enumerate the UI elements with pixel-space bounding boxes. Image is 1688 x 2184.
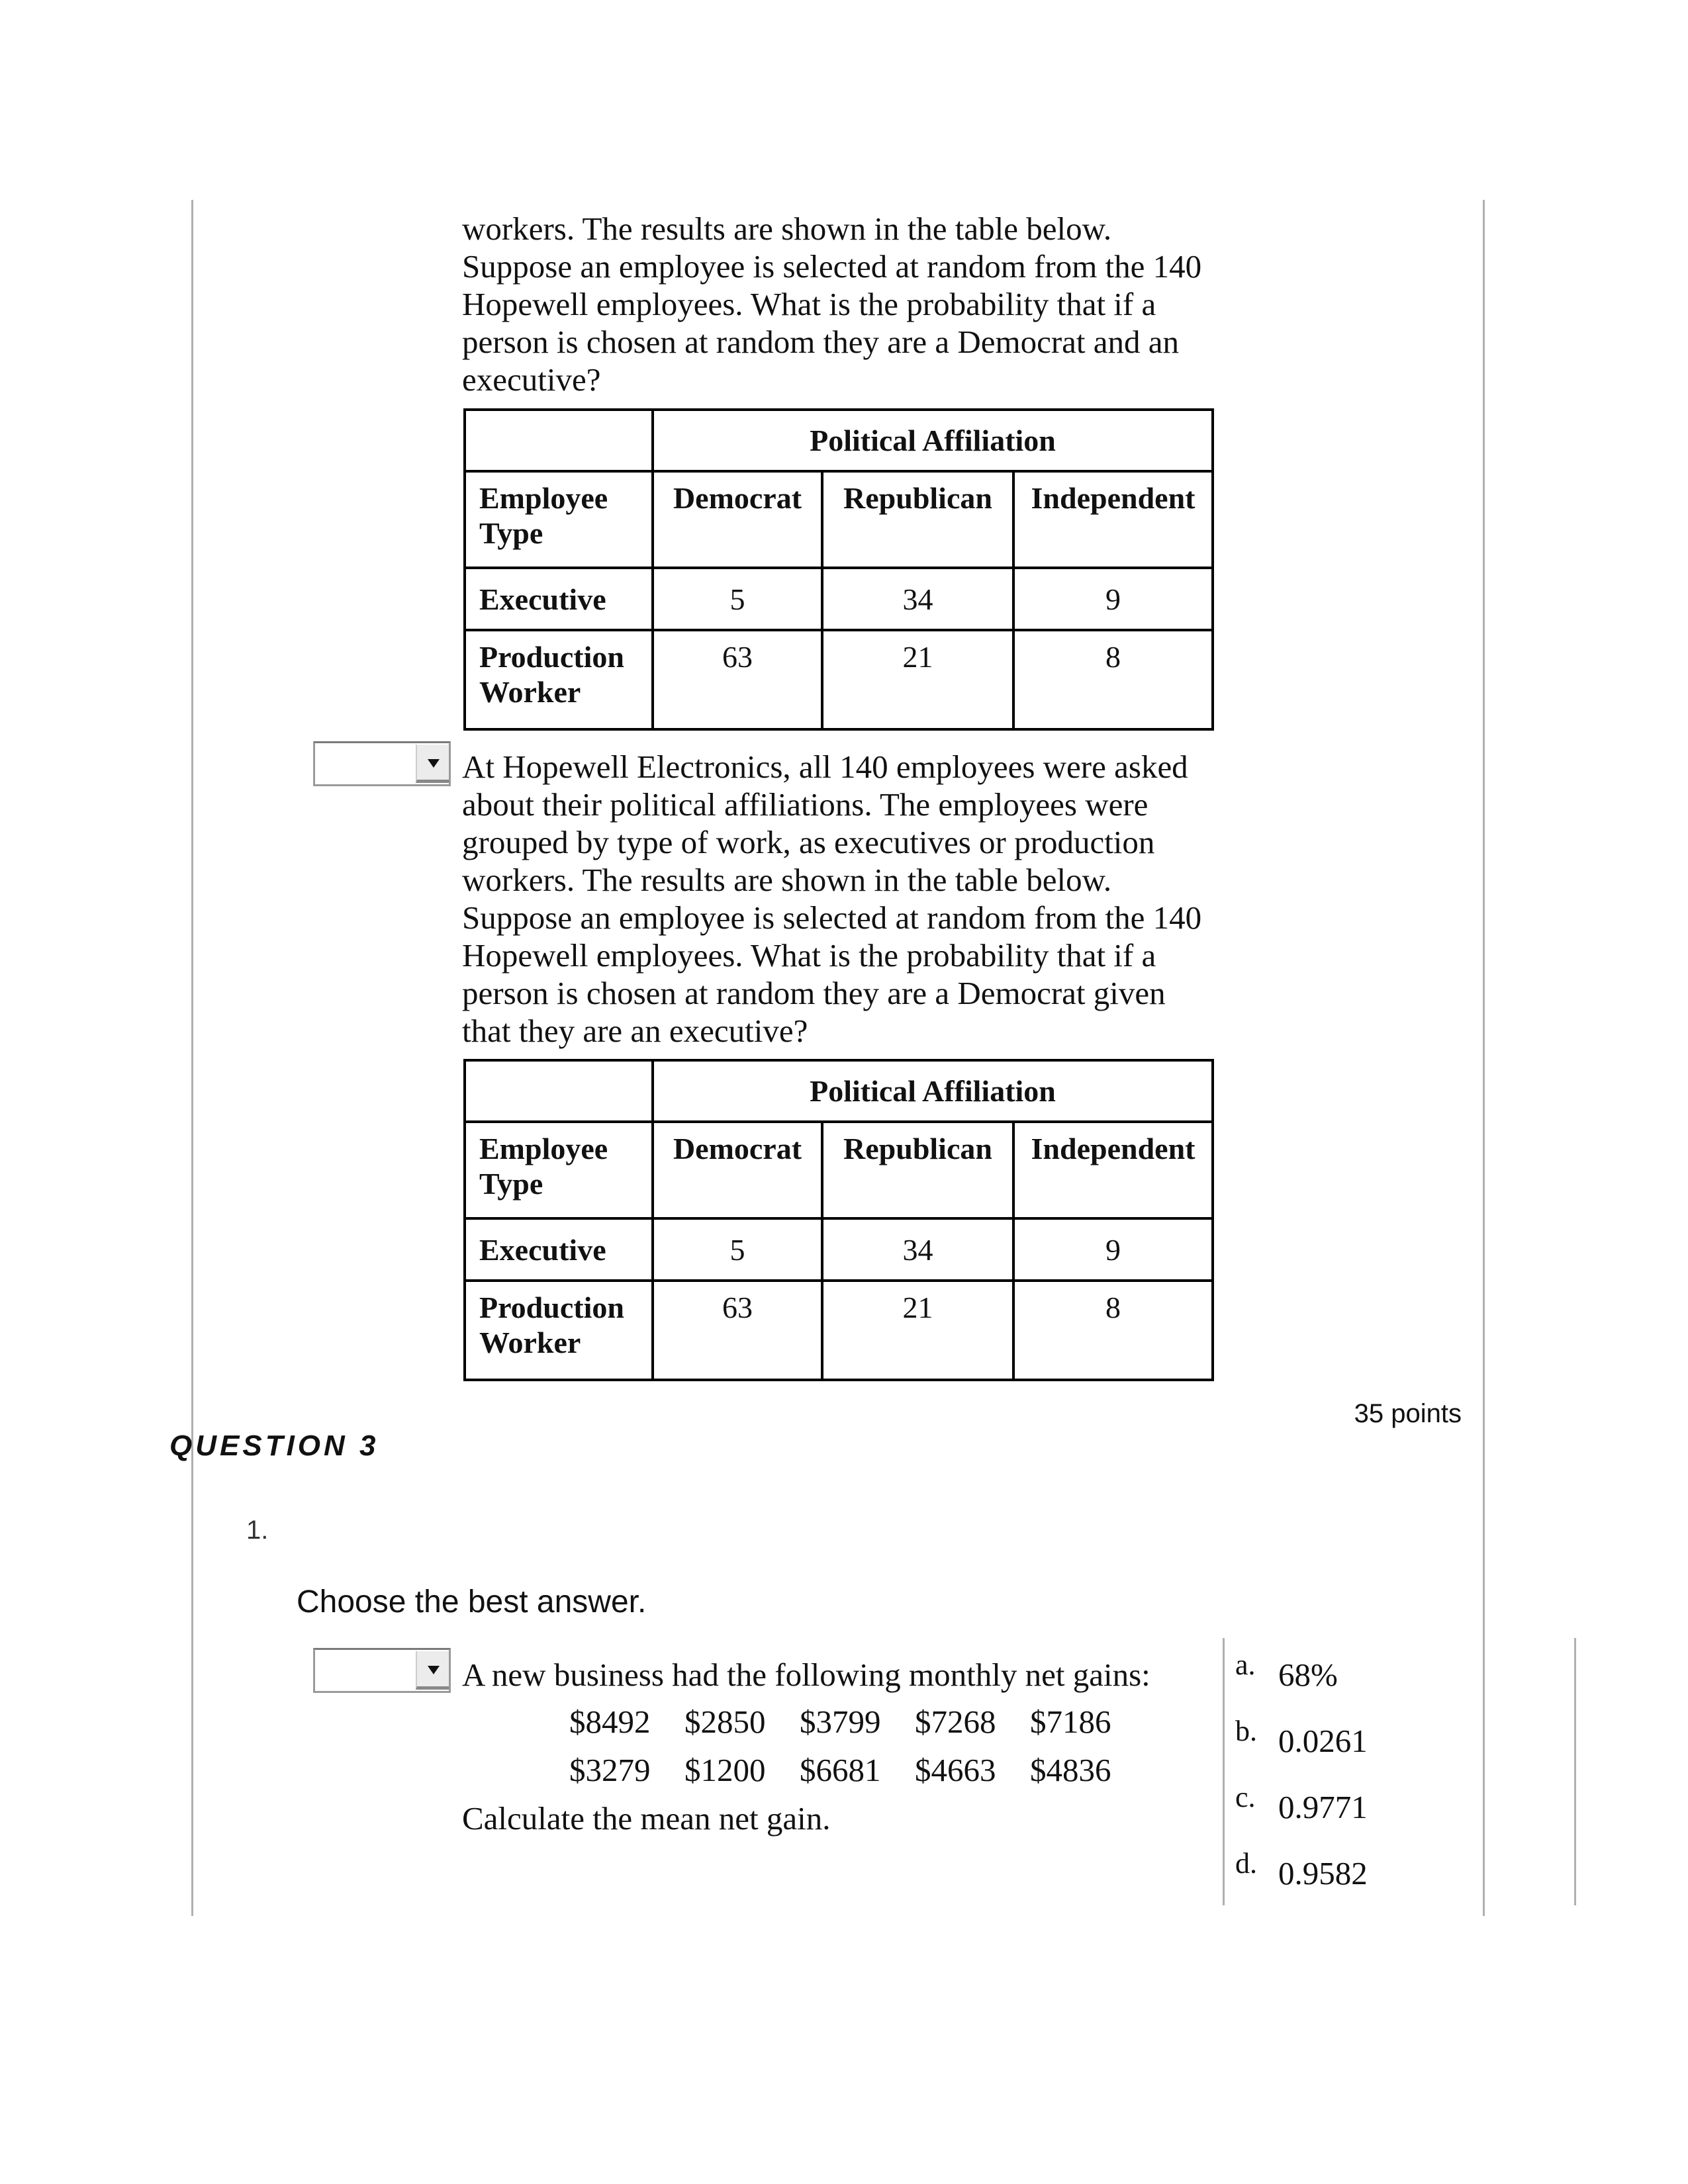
column-header: Democrat (653, 1122, 822, 1218)
option-letter: d. (1235, 1847, 1257, 1880)
text-line: grouped by type of work, as executives or production (462, 824, 1155, 860)
gains-row (569, 1703, 1145, 1741)
gain-value: $7186 (1030, 1704, 1111, 1740)
text-line: Suppose an employee is selected at random from the 140 (462, 248, 1202, 285)
cell: 63 (653, 1281, 822, 1380)
option-letter: b. (1235, 1715, 1257, 1747)
gain-value: $4663 (915, 1752, 996, 1788)
cell: 21 (822, 630, 1013, 729)
column-header: Independent (1013, 1122, 1213, 1218)
answer-dropdown[interactable] (313, 1648, 451, 1693)
row-label: Executive (465, 568, 653, 630)
text-line: about their political affiliations. The employees were (462, 786, 1149, 823)
gain-value: $3799 (800, 1704, 881, 1740)
cell: 5 (653, 1218, 822, 1281)
column-header: Republican (822, 471, 1013, 568)
option-letter: c. (1235, 1781, 1256, 1813)
row-label: Production Worker (465, 1281, 653, 1380)
text-line: workers. The results are shown in the table below. (462, 210, 1112, 247)
answer-dropdown[interactable] (313, 741, 451, 786)
affiliation-table (463, 1059, 1214, 1381)
cell: 21 (822, 1281, 1013, 1380)
option-letter: a. (1235, 1649, 1256, 1681)
group-header: Political Affiliation (653, 410, 1213, 471)
column-header: Democrat (653, 471, 822, 568)
text-line: workers. The results are shown in the table below. (462, 862, 1112, 898)
cell: 8 (1013, 630, 1213, 729)
options-left-border (1223, 1638, 1225, 1905)
column-header: Republican (822, 1122, 1013, 1218)
column-header: Independent (1013, 471, 1213, 568)
cell: 9 (1013, 568, 1213, 630)
cell: 5 (653, 568, 822, 630)
cell: 34 (822, 1218, 1013, 1281)
text-line: that they are an executive? (462, 1013, 808, 1049)
cell: 34 (822, 568, 1013, 630)
gains-row (569, 1751, 1145, 1789)
options-right-border (1574, 1638, 1576, 1905)
text-line: person is chosen at random they are a Democrat and an (462, 324, 1180, 360)
question-number: 1. (246, 1516, 269, 1545)
affiliation-table (463, 408, 1214, 731)
points-label: 35 points (1354, 1399, 1462, 1428)
gain-value: $7268 (915, 1704, 996, 1740)
gain-value: $8492 (569, 1704, 651, 1740)
gain-value: $2850 (684, 1704, 766, 1740)
row-header: Employee Type (465, 1122, 653, 1218)
chevron-down-icon[interactable] (416, 745, 449, 783)
right-border (1483, 200, 1485, 1916)
row-label: Production Worker (465, 630, 653, 729)
text-line: Hopewell employees. What is the probability that if a (462, 286, 1156, 322)
gain-value: $6681 (800, 1752, 881, 1788)
gain-value: $3279 (569, 1752, 651, 1788)
instruction: Choose the best answer. (297, 1584, 647, 1619)
gain-value: $4836 (1030, 1752, 1111, 1788)
text-line: person is chosen at random they are a Democrat given (462, 975, 1166, 1011)
chevron-down-icon[interactable] (416, 1651, 449, 1690)
empty-cell (465, 410, 653, 471)
text-line: At Hopewell Electronics, all 140 employees were asked (462, 749, 1188, 785)
text-line: Hopewell employees. What is the probability that if a (462, 937, 1156, 974)
question-text (462, 748, 1243, 1050)
option-value: 0.9582 (1278, 1855, 1368, 1891)
cell: 63 (653, 630, 822, 729)
option-value: 0.9771 (1278, 1789, 1368, 1825)
row-header: Employee Type (465, 471, 653, 568)
group-header: Political Affiliation (653, 1060, 1213, 1122)
question-title: QUESTION 3 (169, 1430, 379, 1462)
question-text (462, 210, 1243, 398)
empty-cell (465, 1060, 653, 1122)
cell: 8 (1013, 1281, 1213, 1380)
question-ask: Calculate the mean net gain. (462, 1800, 831, 1837)
cell: 9 (1013, 1218, 1213, 1281)
gain-value: $1200 (684, 1752, 766, 1788)
option-value: 0.0261 (1278, 1723, 1368, 1759)
text-line: executive? (462, 361, 601, 398)
option-value: 68% (1278, 1657, 1338, 1693)
text-line: Suppose an employee is selected at random from the 140 (462, 899, 1202, 936)
row-label: Executive (465, 1218, 653, 1281)
left-border (191, 200, 193, 1916)
question-prompt: A new business had the following monthly net gains: (462, 1657, 1150, 1693)
